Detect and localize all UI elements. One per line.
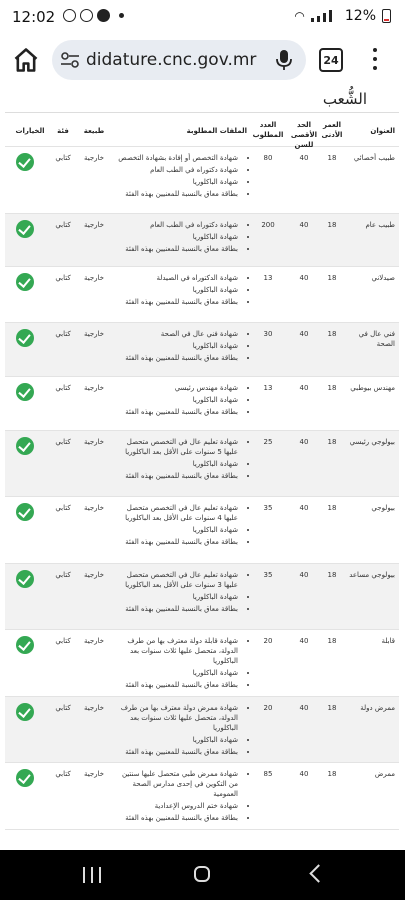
section-title: الشُّعب (322, 90, 367, 108)
select-checkmark-icon[interactable] (16, 220, 34, 238)
required-count: 20 (263, 637, 273, 645)
document-item: • بطاقة معاق بالنسبة للمعنيين بهذه الفئة (115, 680, 238, 690)
required-documents (115, 220, 247, 256)
nature: خارجية (83, 154, 105, 162)
category: كتابي (55, 438, 71, 446)
col-min-age: العمر الأدنى (321, 121, 343, 139)
document-item: • بطاقة معاق بالنسبة للمعنيين بهذه الفئة (115, 604, 238, 614)
max-age: 40 (299, 770, 309, 778)
required-documents (115, 636, 247, 692)
required-count: 35 (263, 504, 273, 512)
document-item: • شهادة الباكلوريا (115, 341, 238, 351)
document-item: • شهادة تعليم عال في التخصص متحصل عليها 4 سنوات على الأقل بعد الباكلوريا (115, 503, 238, 523)
table-row (5, 431, 399, 497)
document-item: • شهادة ممرض دولة معترف بها من طرف الدولة، متحصل عليها ثلاث سنوات بعد الباكلوريا (115, 703, 238, 733)
back-icon[interactable] (309, 864, 327, 882)
facebook-icon (97, 9, 110, 22)
document-item: • شهادة تعليم عال في التخصص متحصل عليها 5 سنوات على الأقل بعد الباكلوريا (115, 437, 238, 457)
specialty-title: بيولوجي رئيسي (349, 438, 395, 446)
document-item: • بطاقة معاق بالنسبة للمعنيين بهذه الفئة (115, 353, 238, 363)
document-item: • شهادة الباكلوريا (115, 735, 238, 745)
min-age: 18 (327, 330, 337, 338)
category: كتابي (55, 221, 71, 229)
document-item: • شهادة الدكتوراه في الصيدلة (115, 273, 238, 283)
max-age: 40 (299, 330, 309, 338)
android-nav-bar (0, 850, 405, 900)
document-item: • بطاقة معاق بالنسبة للمعنيين بهذه الفئة (115, 189, 238, 199)
specialties-table (5, 112, 399, 822)
table-row (5, 323, 399, 377)
select-checkmark-icon[interactable] (16, 437, 34, 455)
category: كتابي (55, 330, 71, 338)
specialty-title: صيدلاني (371, 274, 395, 282)
select-checkmark-icon[interactable] (16, 273, 34, 291)
document-item: • بطاقة معاق بالنسبة للمعنيين بهذه الفئة (115, 407, 238, 417)
category: كتابي (55, 504, 71, 512)
required-count: 13 (263, 274, 273, 282)
specialty-title: بيولوجي مساعد (349, 571, 395, 579)
document-item: • بطاقة معاق بالنسبة للمعنيين بهذه الفئة (115, 471, 238, 481)
required-count: 30 (263, 330, 273, 338)
document-item: • شهادة ختم الدروس الإعدادية (115, 801, 238, 811)
home-nav-icon[interactable] (194, 866, 210, 882)
document-item: • شهادة الباكلوريا (115, 668, 238, 678)
nature: خارجية (83, 704, 105, 712)
nature: خارجية (83, 274, 105, 282)
max-age: 40 (299, 154, 309, 162)
select-checkmark-icon[interactable] (16, 329, 34, 347)
col-choices: الخيارات (15, 127, 45, 135)
min-age: 18 (327, 154, 337, 162)
min-age: 18 (327, 504, 337, 512)
battery-icon (382, 9, 391, 23)
document-item: • شهادة الباكلوريا (115, 459, 238, 469)
status-bar (0, 0, 405, 34)
document-item: • شهادة قابلة دولة معترف بها من طرف الدولة، متحصل عليها ثلاث سنوات بعد الباكلوريا (115, 636, 238, 666)
col-quals: الملفات المطلوبة (186, 127, 247, 135)
document-item: • شهادة مهندس رئيسي (115, 383, 238, 393)
max-age: 40 (299, 221, 309, 229)
min-age: 18 (327, 221, 337, 229)
nature: خارجية (83, 770, 105, 778)
nature: خارجية (83, 637, 105, 645)
document-item: • شهادة ممرض طبي متحصل عليها سنتين من التكوين في إحدى مدارس الصحة العمومية (115, 769, 238, 799)
required-count: 35 (263, 571, 273, 579)
specialty-title: ممرض (374, 770, 395, 778)
min-age: 18 (327, 770, 337, 778)
select-checkmark-icon[interactable] (16, 570, 34, 588)
select-checkmark-icon[interactable] (16, 769, 34, 787)
specialty-title: ممرض دولة (360, 704, 395, 712)
home-icon[interactable] (12, 46, 40, 74)
min-age: 18 (327, 704, 337, 712)
specialty-title: بيولوجي (371, 504, 395, 512)
min-age: 18 (327, 438, 337, 446)
table-row (5, 497, 399, 564)
required-count: 200 (261, 221, 275, 229)
document-item: • شهادة التخصص أو إفادة بشهادة التخصص (115, 153, 238, 163)
table-row (5, 630, 399, 697)
signal-icon (311, 10, 339, 22)
recent-apps-icon[interactable] (83, 867, 101, 883)
nature: خارجية (83, 571, 105, 579)
select-checkmark-icon[interactable] (16, 383, 34, 401)
select-checkmark-icon[interactable] (16, 503, 34, 521)
document-item: • شهادة الباكلوريا (115, 232, 238, 242)
required-documents (115, 153, 247, 201)
notification-icons (63, 9, 124, 22)
min-age: 18 (327, 274, 337, 282)
page-content (0, 86, 405, 850)
max-age: 40 (299, 274, 309, 282)
nature: خارجية (83, 438, 105, 446)
col-title: العنوان (370, 127, 395, 135)
battery-percent: 12% (344, 8, 376, 24)
required-documents (115, 383, 247, 419)
whatsapp-icon (63, 9, 76, 22)
required-count: 20 (263, 704, 273, 712)
category: كتابي (55, 154, 71, 162)
document-item: • بطاقة معاق بالنسبة للمعنيين بهذه الفئة (115, 747, 238, 757)
required-count: 25 (263, 438, 273, 446)
max-age: 40 (299, 637, 309, 645)
document-item: • شهادة الباكلوريا (115, 285, 238, 295)
required-documents (115, 570, 247, 616)
wifi-icon: ◠ (294, 9, 305, 23)
col-category: فئة (57, 127, 69, 135)
category: كتابي (55, 704, 71, 712)
min-age: 18 (327, 637, 337, 645)
nature: خارجية (83, 384, 105, 392)
more-menu-icon[interactable] (372, 48, 378, 70)
table-row (5, 147, 399, 214)
min-age: 18 (327, 384, 337, 392)
address-bar[interactable] (52, 40, 306, 80)
tab-switcher-button[interactable]: 24 (319, 48, 343, 72)
required-count: 80 (263, 154, 273, 162)
col-count: العدد المطلوب (252, 121, 284, 139)
max-age: 40 (299, 704, 309, 712)
nature: خارجية (83, 221, 105, 229)
category: كتابي (55, 384, 71, 392)
required-documents (115, 329, 247, 365)
site-settings-icon[interactable] (60, 52, 80, 68)
more-notifications-dot-icon (119, 13, 124, 18)
document-item: • شهادة تعليم عال في التخصص متحصل عليها 3 سنوات على الأقل بعد الباكلوريا (115, 570, 238, 590)
document-item: • شهادة الباكلوريا (115, 525, 238, 535)
col-nature: طبيعة (83, 127, 105, 135)
document-item: • بطاقة معاق بالنسبة للمعنيين بهذه الفئة (115, 813, 238, 823)
required-documents (115, 769, 247, 825)
nature: خارجية (83, 330, 105, 338)
document-item: • شهادة الباكلوريا (115, 177, 238, 187)
max-age: 40 (299, 571, 309, 579)
messenger-icon (80, 9, 93, 22)
table-row (5, 267, 399, 323)
document-item: • شهادة فني عال في الصحة (115, 329, 238, 339)
max-age: 40 (299, 504, 309, 512)
max-age: 40 (299, 438, 309, 446)
specialty-title: قابلة (381, 637, 395, 645)
table-row (5, 564, 399, 630)
document-item: • شهادة دكتوراه في الطب العام (115, 165, 238, 175)
specialty-title: طبيب عام (365, 221, 395, 229)
select-checkmark-icon[interactable] (16, 703, 34, 721)
table-header (5, 113, 399, 147)
category: كتابي (55, 637, 71, 645)
browser-toolbar (0, 34, 405, 86)
specialty-title: مهندس بيوطبي (350, 384, 395, 392)
specialty-title: فني عال في الصحة (358, 330, 395, 348)
table-row (5, 377, 399, 431)
table-row (5, 697, 399, 763)
category: كتابي (55, 274, 71, 282)
max-age: 40 (299, 384, 309, 392)
table-row (5, 214, 399, 267)
document-item: • شهادة الباكلوريا (115, 395, 238, 405)
col-max-age: الحد الأقصى للسن (290, 121, 318, 149)
system-status (294, 8, 391, 24)
nature: خارجية (83, 504, 105, 512)
microphone-icon[interactable] (276, 49, 292, 71)
required-documents (115, 437, 247, 483)
select-checkmark-icon[interactable] (16, 153, 34, 171)
required-documents (115, 273, 247, 309)
min-age: 18 (327, 571, 337, 579)
document-item: • شهادة الباكلوريا (115, 592, 238, 602)
status-time: 12:02 (12, 8, 56, 26)
document-item: • بطاقة معاق بالنسبة للمعنيين بهذه الفئة (115, 244, 238, 254)
required-documents (115, 503, 247, 549)
specialty-title: طبيب أخصائي (353, 154, 395, 162)
url-text: didature.cnc.gov.mr (86, 50, 257, 70)
required-count: 13 (263, 384, 273, 392)
select-checkmark-icon[interactable] (16, 636, 34, 654)
required-count: 85 (263, 770, 273, 778)
document-item: • شهادة دكتوراه في الطب العام (115, 220, 238, 230)
category: كتابي (55, 571, 71, 579)
table-row (5, 763, 399, 830)
required-documents (115, 703, 247, 759)
document-item: • بطاقة معاق بالنسبة للمعنيين بهذه الفئة (115, 297, 238, 307)
document-item: • بطاقة معاق بالنسبة للمعنيين بهذه الفئة (115, 537, 238, 547)
category: كتابي (55, 770, 71, 778)
